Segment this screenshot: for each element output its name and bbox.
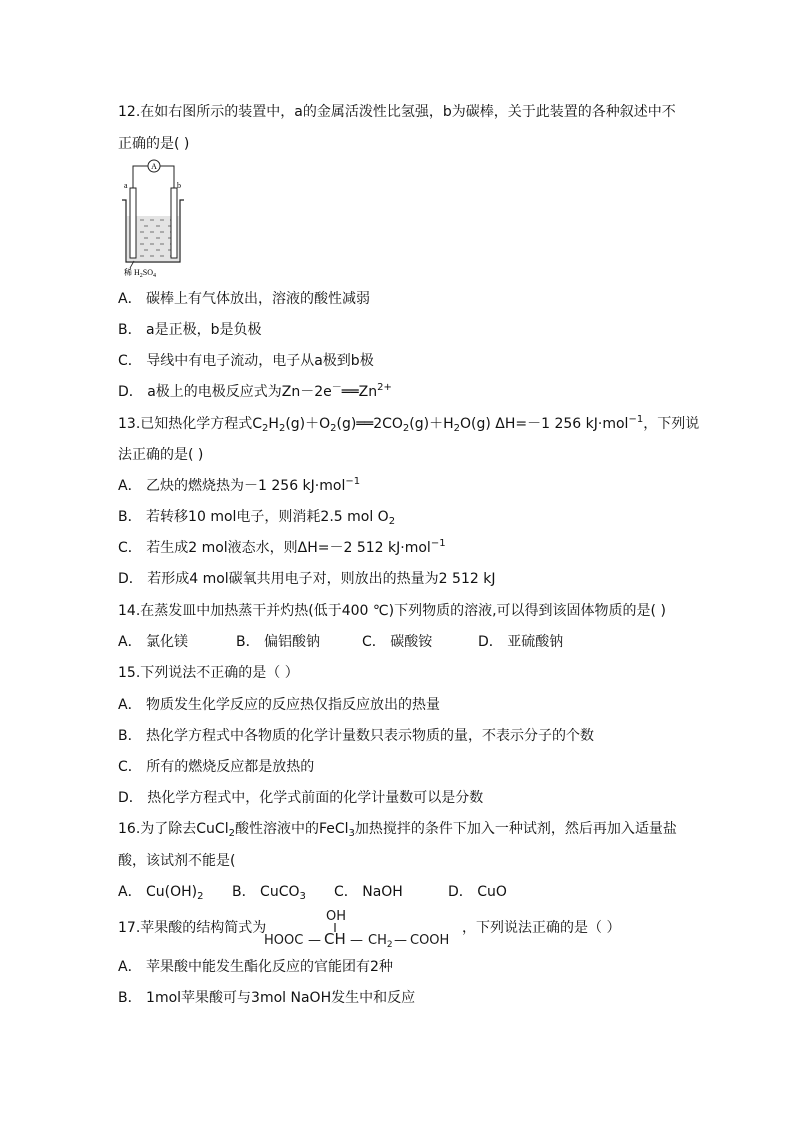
svg-text:—: — xyxy=(350,933,363,948)
q16-option-c: C． NaOH xyxy=(334,884,403,900)
q17-stem-post: ，下列说法正确的是（ ） xyxy=(462,920,621,936)
struct-cooh: COOH xyxy=(410,933,450,948)
electrode-b-label: b xyxy=(177,181,181,190)
malic-acid-structure xyxy=(264,906,460,950)
struct-ch: CH xyxy=(324,930,346,948)
struct-hooc: HOOC xyxy=(264,933,304,948)
q13-option-a: A． 乙炔的燃烧热为－1 256 kJ·mol$^{-1}$ xyxy=(118,476,361,494)
q17-option-b: B． 1mol苹果酸可与3mol NaOH发生中和反应 xyxy=(118,990,416,1006)
q14-option-a: A． 氯化镁 xyxy=(118,634,189,650)
q14-option-d: D． 亚硫酸钠 xyxy=(478,634,564,650)
q12-option-c: C． 导线中有电子流动，电子从a极到b极 xyxy=(118,353,374,369)
struct-ch2: $CH_2$ xyxy=(368,933,393,950)
q12-option-a: A． 碳棒上有气体放出，溶液的酸性减弱 xyxy=(118,291,371,307)
svg-text:—: — xyxy=(308,933,321,948)
q17-stem-pre: 17.苹果酸的结构简式为 xyxy=(118,920,267,936)
q12-stem-line2: 正确的是( ) xyxy=(118,136,190,152)
q16-stem-line2: 酸，该试剂不能是( xyxy=(118,853,236,869)
q15-option-c: C． 所有的燃烧反应都是放热的 xyxy=(118,759,315,775)
q17-option-a: A． 苹果酸中能发生酯化反应的官能团有2种 xyxy=(118,959,393,975)
q13-stem-line2: 法正确的是( ) xyxy=(118,447,204,463)
q12-stem-line1: 12.在如右图所示的装置中，a的金属活泼性比氢强，b为碳棒，关于此装置的各种叙述中不 xyxy=(118,104,676,120)
q14-option-b: B． 偏铝酸钠 xyxy=(236,634,321,650)
q13-option-c: C． 若生成2 mol液态水，则ΔH=－2 512 kJ·mol$^{-1}$ xyxy=(118,538,446,556)
svg-text:—: — xyxy=(394,933,407,948)
solution-label: 稀 $H_2SO_4$ xyxy=(124,268,157,278)
q16-option-b: B． CuCO$_3$ xyxy=(232,884,306,902)
q14-stem: 14.在蒸发皿中加热蒸干并灼热(低于400 ℃)下列物质的溶液,可以得到该固体物质的是( ) xyxy=(118,603,666,619)
q15-option-d: D． 热化学方程式中，化学式前面的化学计量数可以是分数 xyxy=(118,790,484,806)
electrolysis-cell-figure xyxy=(118,158,188,278)
electrode-a-label: a xyxy=(124,181,128,190)
q12-option-b: B． a是正极，b是负极 xyxy=(118,322,262,338)
struct-oh: OH xyxy=(326,909,347,924)
q16-stem-line1: 16.为了除去CuCl$_2$酸性溶液中的FeCl$_3$加热搅拌的条件下加入一种试剂，然后再加入适量盐 xyxy=(118,821,677,839)
q13-option-b: B． 若转移10 mol电子，则消耗2.5 mol $O_2$ xyxy=(118,509,396,527)
q13-stem-line1: 13.已知热化学方程式$C_2H_2(g)+O_2(g)══2CO_2(g)+H_2O(g)$ ΔH=－1 256 kJ·mol$^{-1}$，下列说 xyxy=(118,414,700,434)
q16-option-d: D． CuO xyxy=(448,884,507,900)
ammeter-label: A xyxy=(151,162,157,171)
q15-option-b: B． 热化学方程式中各物质的化学计量数只表示物质的量，不表示分子的个数 xyxy=(118,728,595,744)
q16-option-a: A． $Cu(OH)_2$ xyxy=(118,884,204,902)
q12-option-d: D． a极上的电极反应式为$Zn-2e^-══Zn^{2+}$ xyxy=(118,382,392,400)
q14-option-c: C． 碳酸铵 xyxy=(362,634,433,650)
q15-option-a: A． 物质发生化学反应的反应热仅指反应放出的热量 xyxy=(118,697,441,713)
q15-stem: 15.下列说法不正确的是（ ） xyxy=(118,665,299,681)
q13-option-d: D． 若形成4 mol碳氧共用电子对，则放出的热量为2 512 kJ xyxy=(118,571,496,587)
